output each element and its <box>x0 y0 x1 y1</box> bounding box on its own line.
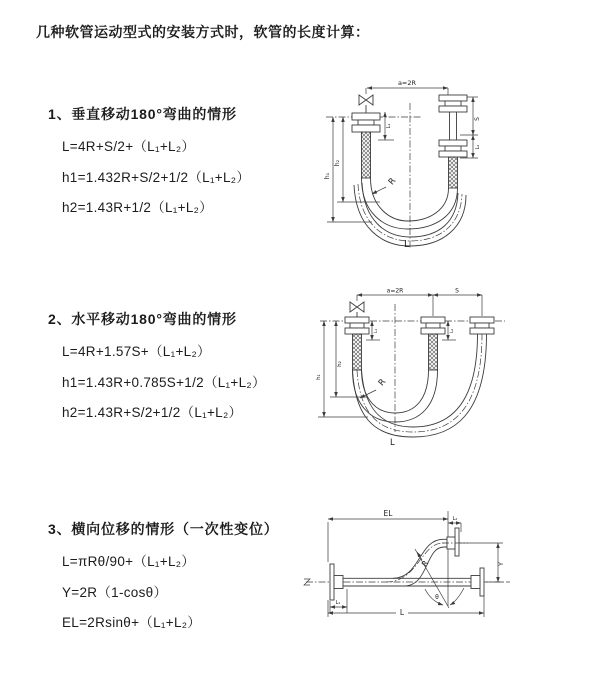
hose-braid <box>353 334 362 370</box>
formula-line: h2=1.43R+S/2+1/2（L₁+L₂） <box>62 405 243 420</box>
formula-line: h2=1.43R+1/2（L₁+L₂） <box>62 200 213 215</box>
dim-label-l: L <box>390 438 395 448</box>
hose-braid <box>449 157 458 188</box>
dim-label-y: Y <box>497 562 505 566</box>
formula-line: h1=1.43R+0.785S+1/2（L₁+L₂） <box>62 374 266 390</box>
formula-line: L=4R+1.57S+（L₁+L₂） <box>62 344 211 359</box>
dim-label-l: L <box>404 239 410 250</box>
dimension-l <box>328 596 484 617</box>
flange-fitting-middle <box>421 317 445 370</box>
flange-fitting-right <box>439 95 467 188</box>
hose-s-curve <box>386 539 447 586</box>
formula-line: Y=2R（1-cosθ） <box>62 584 168 600</box>
dimension-a2r <box>357 288 433 296</box>
diagram-horizontal-180-bend <box>310 280 600 470</box>
dim-label-r: R <box>386 176 399 188</box>
section-vertical-movement <box>48 104 250 227</box>
dimension-el <box>328 509 448 562</box>
valve-icon <box>359 95 373 113</box>
dim-label-h2: h₂ <box>334 159 341 167</box>
dim-label-s: S <box>455 287 459 295</box>
dim-label-h2: h₂ <box>337 361 343 367</box>
section-heading: 2、水平移动180°弯曲的情形 <box>48 311 237 327</box>
flange-fitting-left <box>345 317 369 370</box>
valve-icon <box>350 302 364 317</box>
flange-fitting-left <box>352 113 380 178</box>
diagram-lateral-displacement <box>298 494 600 654</box>
dimension-s <box>433 288 482 296</box>
dim-label-a2r: a=2R <box>397 79 417 87</box>
dim-label-l1: L₁ <box>386 123 392 129</box>
dimension-a2r <box>366 79 448 95</box>
u-bend-hose-moved <box>353 334 487 437</box>
dim-label-r: R <box>376 377 389 389</box>
dim-label-l: L <box>399 608 405 617</box>
hose-braid <box>362 132 371 178</box>
dim-label-h1: h₁ <box>316 374 322 380</box>
section-lateral-displacement <box>48 519 279 642</box>
dim-label-el: EL <box>383 509 393 518</box>
formula-line: L=4R+S/2+（L₁+L₂） <box>62 139 196 154</box>
dim-label-r: R <box>419 558 431 569</box>
radius-leader <box>417 552 430 568</box>
dim-label-h1: h₁ <box>324 172 331 180</box>
flange-fitting-left <box>330 564 343 600</box>
section-heading: 3、横向位移的情形（一次性变位） <box>48 521 279 537</box>
dimension-s <box>460 97 481 135</box>
hose-braid <box>429 334 438 370</box>
flange-fitting-right <box>470 317 494 334</box>
section-heading: 1、垂直移动180°弯曲的情形 <box>48 106 237 122</box>
dim-label-theta: θ <box>435 594 439 601</box>
dim-label-l1: L₁ <box>335 600 341 606</box>
formula-line: EL=2Rsinθ+（L₁+L₂） <box>62 615 202 630</box>
flange-moved-position <box>442 528 468 556</box>
dim-label-l2: L₂ <box>450 328 455 334</box>
dim-label-l2: L₂ <box>475 144 481 150</box>
dim-label-l1: L₁ <box>374 328 379 334</box>
radius-leader <box>372 176 398 194</box>
diagram-vertical-180-bend <box>310 73 600 260</box>
dim-label-s: S <box>474 117 481 121</box>
dim-label-a2r: a=2R <box>386 287 404 295</box>
formula-line: L=πRθ/90+（L₁+L₂） <box>62 554 196 569</box>
page-title: 几种软管运动型式的安装方式时，软管的长度计算： <box>36 24 370 40</box>
section-horizontal-movement <box>48 309 266 432</box>
dim-label-l2: L₂ <box>452 516 458 522</box>
formula-line: h1=1.432R+S/2+1/2（L₁+L₂） <box>62 169 251 185</box>
